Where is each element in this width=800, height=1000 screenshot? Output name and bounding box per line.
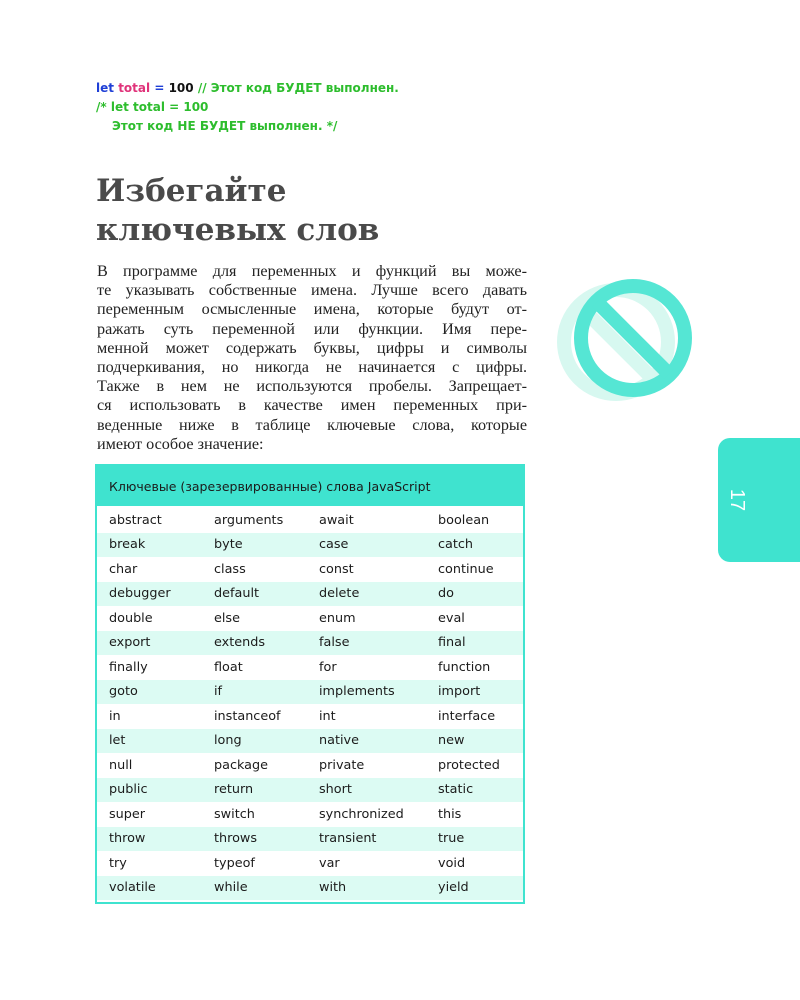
code-operator: = bbox=[154, 81, 165, 95]
code-comment: // Этот код БУДЕТ выполнен. bbox=[197, 81, 399, 95]
table-row bbox=[97, 729, 523, 754]
table-cell: new bbox=[438, 733, 465, 749]
table-cell: true bbox=[438, 831, 465, 847]
table-cell: await bbox=[319, 512, 354, 528]
table-cell: abstract bbox=[109, 512, 162, 528]
table-cell: native bbox=[319, 733, 359, 749]
table-cell: if bbox=[214, 684, 223, 700]
table-cell: while bbox=[214, 880, 248, 896]
table-cell: public bbox=[109, 782, 148, 798]
table-cell: this bbox=[438, 806, 462, 822]
section-heading bbox=[96, 172, 379, 250]
table-row bbox=[97, 778, 523, 803]
table-cell: catch bbox=[438, 537, 474, 553]
table-cell: super bbox=[109, 806, 146, 822]
table-cell: void bbox=[438, 855, 466, 871]
paragraph-line: Также в нем не используются пробелы. Запрещает- bbox=[97, 377, 527, 396]
table-cell: function bbox=[438, 659, 491, 675]
table-cell: instanceof bbox=[214, 708, 281, 724]
table-row bbox=[97, 876, 523, 901]
table-row bbox=[97, 851, 523, 876]
table-cell: return bbox=[214, 782, 254, 798]
paragraph-line: те указывать собственные имена. Лучше всего давать bbox=[97, 281, 527, 300]
table-cell: extends bbox=[214, 635, 266, 651]
table-cell: null bbox=[109, 757, 133, 773]
table-cell: char bbox=[109, 561, 138, 577]
table-row bbox=[97, 508, 523, 533]
table-cell: export bbox=[109, 635, 151, 651]
table-cell: int bbox=[319, 708, 336, 724]
table-cell: synchronized bbox=[319, 806, 404, 822]
table-cell: goto bbox=[109, 684, 138, 700]
code-line-3-text: Этот код НЕ БУДЕТ выполнен. */ bbox=[112, 119, 338, 133]
table-cell: continue bbox=[438, 561, 494, 577]
table-cell: double bbox=[109, 610, 153, 626]
paragraph-line: В программе для переменных и функций вы може- bbox=[97, 262, 527, 280]
table-cell: do bbox=[438, 586, 454, 602]
table-cell: in bbox=[109, 708, 121, 724]
code-line-3 bbox=[96, 117, 399, 136]
table-cell: break bbox=[109, 537, 146, 553]
table-cell: import bbox=[438, 684, 481, 700]
table-cell: var bbox=[319, 855, 340, 871]
table-row bbox=[97, 557, 523, 582]
code-variable: total bbox=[118, 81, 151, 95]
table-row bbox=[97, 606, 523, 631]
table-cell: float bbox=[214, 659, 243, 675]
table-cell: for bbox=[319, 659, 337, 675]
prohibition-sign-icon bbox=[556, 276, 706, 406]
table-cell: default bbox=[214, 586, 260, 602]
table-row bbox=[97, 582, 523, 607]
table-cell: class bbox=[214, 561, 246, 577]
table-cell: interface bbox=[438, 708, 496, 724]
body-paragraph bbox=[97, 262, 527, 454]
table-cell: const bbox=[319, 561, 354, 577]
table-cell: eval bbox=[438, 610, 465, 626]
table-cell: protected bbox=[438, 757, 500, 773]
code-keyword: let bbox=[96, 81, 114, 95]
table-row bbox=[97, 802, 523, 827]
table-cell: delete bbox=[319, 586, 360, 602]
code-line-2: /* let total = 100 bbox=[96, 100, 209, 114]
table-cell: else bbox=[214, 610, 240, 626]
table-cell: with bbox=[319, 880, 347, 896]
table-cell: let bbox=[109, 733, 126, 749]
table-cell: typeof bbox=[214, 855, 255, 871]
table-cell: case bbox=[319, 537, 349, 553]
table-row bbox=[97, 827, 523, 852]
table-cell: package bbox=[214, 757, 269, 773]
table-cell: arguments bbox=[214, 512, 284, 528]
table-cell: byte bbox=[214, 537, 243, 553]
paragraph-line: веденные ниже в таблице ключевые слова, которые bbox=[97, 415, 527, 434]
table-row bbox=[97, 533, 523, 558]
table-row bbox=[97, 753, 523, 778]
table-cell: false bbox=[319, 635, 350, 651]
page-number-tab bbox=[718, 438, 800, 562]
table-cell: short bbox=[319, 782, 352, 798]
keywords-table-body bbox=[97, 506, 523, 902]
paragraph-line: подчеркивания, но никогда не начинается с цифры. bbox=[97, 358, 527, 377]
table-cell: yield bbox=[438, 880, 469, 896]
paragraph-line: переменным осмысленные имена, которые будут от- bbox=[97, 300, 527, 319]
table-cell: try bbox=[109, 855, 127, 871]
paragraph-line: менной может содержать буквы, цифры и символы bbox=[97, 338, 527, 357]
table-cell: throws bbox=[214, 831, 258, 847]
section-heading-line-2: ключевых слов bbox=[96, 212, 380, 248]
page-number: 17 bbox=[726, 488, 749, 512]
table-row bbox=[97, 655, 523, 680]
code-number: 100 bbox=[168, 81, 194, 95]
table-cell: enum bbox=[319, 610, 356, 626]
table-cell: long bbox=[214, 733, 242, 749]
paragraph-line: ражать суть переменной или функции. Имя пере- bbox=[97, 319, 527, 338]
table-cell: switch bbox=[214, 806, 255, 822]
table-cell: final bbox=[438, 635, 466, 651]
table-row bbox=[97, 631, 523, 656]
table-cell: transient bbox=[319, 831, 377, 847]
code-line-1 bbox=[96, 79, 399, 98]
paragraph-line: имеют особое значение: bbox=[97, 434, 264, 453]
table-cell: throw bbox=[109, 831, 146, 847]
table-cell: static bbox=[438, 782, 474, 798]
table-cell: volatile bbox=[109, 880, 156, 896]
table-row bbox=[97, 704, 523, 729]
code-sample bbox=[96, 79, 399, 136]
table-cell: private bbox=[319, 757, 365, 773]
keywords-table bbox=[95, 464, 525, 904]
table-cell: implements bbox=[319, 684, 395, 700]
paragraph-line: ся использовать в качестве имен переменных при- bbox=[97, 396, 527, 415]
table-cell: finally bbox=[109, 659, 148, 675]
table-cell: debugger bbox=[109, 586, 171, 602]
table-row bbox=[97, 680, 523, 705]
keywords-table-caption: Ключевые (зарезервированные) слова JavaScript bbox=[97, 466, 523, 506]
section-heading-line-1: Избегайте bbox=[96, 173, 287, 209]
table-cell: boolean bbox=[438, 512, 490, 528]
